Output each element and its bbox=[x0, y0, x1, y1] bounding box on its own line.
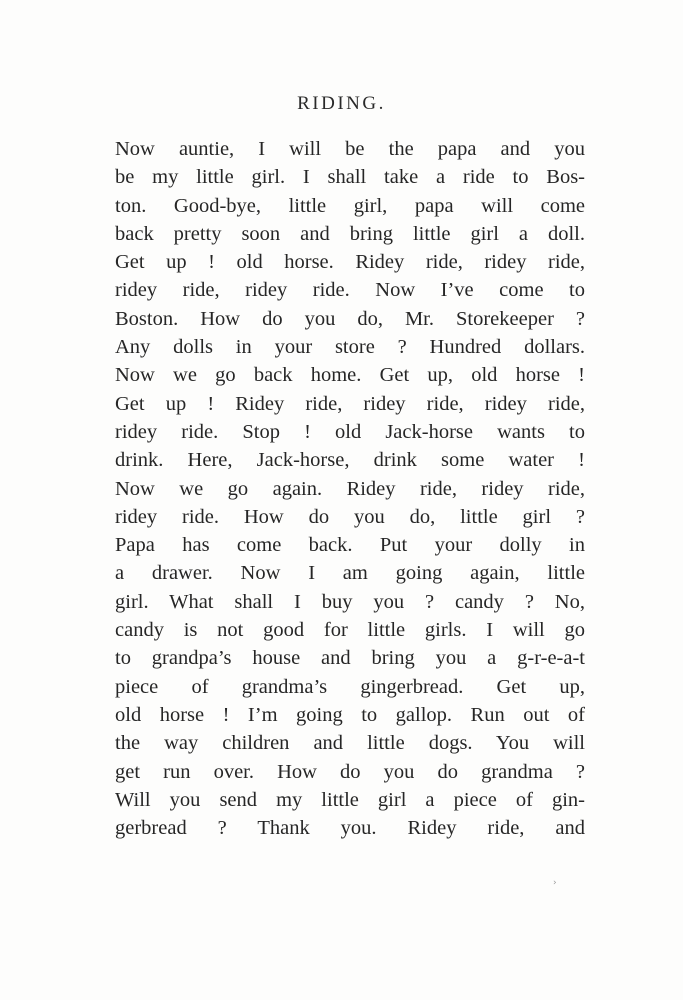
text-line: Get up ! Ridey ride, ridey ride, ridey ride, bbox=[115, 392, 585, 415]
text-line: piece of grandma’s gingerbread. Get up, bbox=[115, 675, 585, 698]
text-line: back pretty soon and bring little girl a doll. bbox=[115, 222, 585, 245]
text-line: old horse ! I’m going to gallop. Run out of bbox=[115, 703, 585, 726]
text-line: Papa has come back. Put your dolly in bbox=[115, 534, 585, 557]
text-line: drink. Here, Jack-horse, drink some water ! bbox=[115, 449, 585, 472]
text-line: get run over. How do you do grandma ? bbox=[115, 760, 585, 783]
story-text bbox=[115, 135, 585, 842]
text-line: ridey ride, ridey ride. Now I’ve come to bbox=[115, 279, 585, 302]
text-line: candy is not good for little girls. I will go bbox=[115, 619, 585, 642]
page-mark: › bbox=[553, 878, 557, 888]
text-line: Now we go again. Ridey ride, ridey ride, bbox=[115, 477, 585, 500]
text-line: a drawer. Now I am going again, little bbox=[115, 562, 585, 585]
text-line: gerbread ? Thank you. Ridey ride, and bbox=[115, 817, 585, 840]
text-line: Boston. How do you do, Mr. Storekeeper ? bbox=[115, 307, 585, 330]
text-line: to grandpa’s house and bring you a g-r-e-a-t bbox=[115, 647, 585, 670]
page-title: RIDING. bbox=[297, 93, 386, 114]
text-line: Now we go back home. Get up, old horse ! bbox=[115, 364, 585, 387]
text-line: ridey ride. Stop ! old Jack-horse wants to bbox=[115, 420, 585, 443]
text-line: be my little girl. I shall take a ride to Bos- bbox=[115, 166, 585, 189]
text-line: ridey ride. How do you do, little girl ? bbox=[115, 505, 585, 528]
text-line: Now auntie, I will be the papa and you bbox=[115, 138, 585, 160]
text-line: the way children and little dogs. You will bbox=[115, 732, 585, 755]
text-line: Will you send my little girl a piece of gin- bbox=[115, 788, 585, 811]
text-line: ton. Good-bye, little girl, papa will come bbox=[115, 194, 585, 217]
text-line: girl. What shall I buy you ? candy ? No, bbox=[115, 590, 585, 613]
text-line: Any dolls in your store ? Hundred dollars. bbox=[115, 336, 585, 359]
text-line: Get up ! old horse. Ridey ride, ridey ride, bbox=[115, 251, 585, 274]
